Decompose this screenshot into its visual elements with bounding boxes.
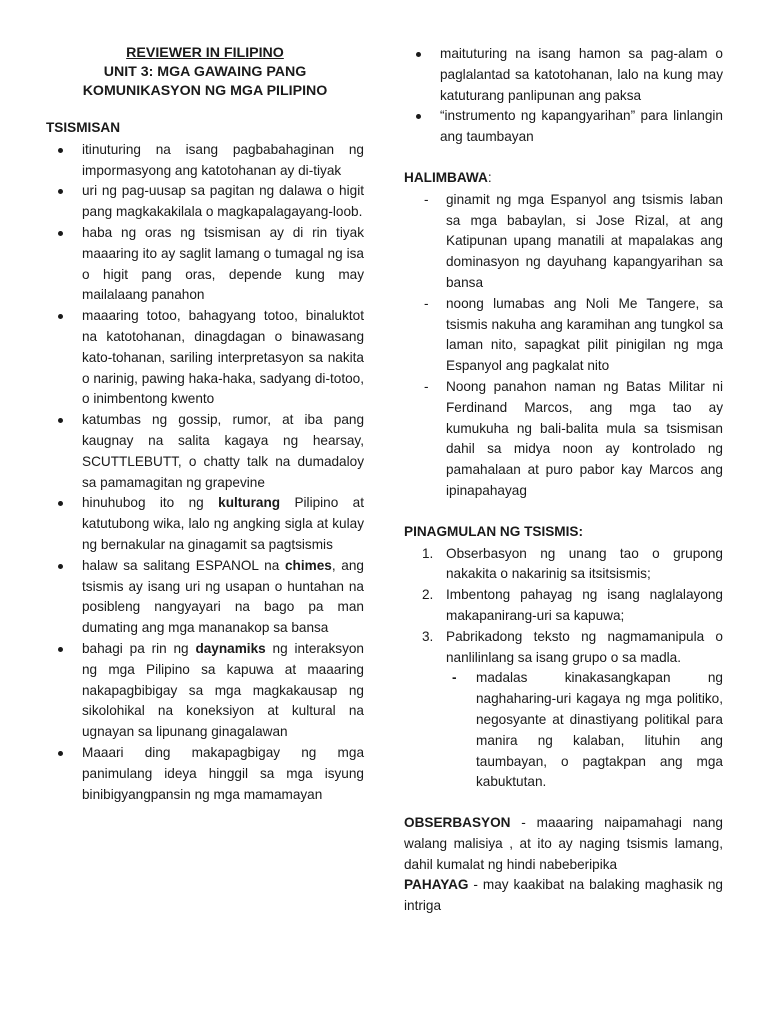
list-item	[404, 585, 723, 627]
bold-term: chimes	[284, 557, 332, 573]
bullet-text: Pilipino at katutubong wika, lalo ng angking sigla at kulay ng bernakular na ginagamit sa pagtsismis	[82, 495, 365, 552]
list-item	[404, 294, 723, 377]
item-number: 2.	[422, 587, 434, 603]
item-text: Pabrikadong teksto ng nagmamanipula o nanlilinlang sa isang grupo o sa madla.	[446, 628, 723, 665]
right-column	[404, 44, 723, 917]
unit-title-line2: KOMUNIKASYON NG MGA PILIPINO	[82, 83, 328, 99]
section-heading-halimbawa	[404, 168, 723, 189]
bullet-text: katumbas ng gossip, rumor, at iba pang kaugnay na salita kagaya ng hearsay, SCUTTLEBUTT, o chatty talk na dumadaloy sa pamamagitan ng grapevine	[82, 412, 364, 490]
list-item	[46, 743, 364, 805]
bullet-text: halaw sa salitang ESPANOL na	[82, 557, 285, 573]
item-text: ginamit ng mga Espanyol ang tsismis laban sa mga babaylan, si Jose Rizal, at ang Katipunan upang manatili at mapalakas ang dominasyon ng dayuhang kapangyarihan sa bansa	[446, 191, 723, 290]
unit-title-line1: UNIT 3: MGA GAWAING PANG	[103, 64, 307, 80]
item-text: noong lumabas ang Noli Me Tangere, sa tsismis nakuha ang karamihan ang tungkol sa laman nito, sapagkat pilit pinigilan ng mga Espanyol ang pagkalat nito	[446, 295, 723, 374]
definition-paragraph	[404, 813, 723, 875]
halimbawa-colon: :	[487, 169, 492, 185]
definition-text: - may kaakibat na balaking maghasik ng intriga	[404, 877, 723, 914]
halimbawa-heading-text: HALIMBAWA	[404, 169, 488, 185]
item-number: 1.	[422, 545, 434, 561]
bullet-text: Maaari ding makapagbigay ng mga panimulang ideya hinggil sa mga isyung binibigyangpansin ng mga mamamayan	[82, 744, 364, 802]
list-item	[46, 140, 364, 182]
tsismisan-bullet-list	[46, 140, 364, 806]
definition-term: PAHAYAG	[404, 877, 469, 893]
item-text: Imbentong pahayag ng isang naglalayong makapanirang-uri sa kapuwa;	[446, 587, 723, 623]
list-item	[46, 410, 364, 493]
bullet-text: maaaring totoo, bahagyang totoo, binaluktot na katotohanan, dinagdagan o binawasang kato-tohanan, sariling interpretasyon sa nakita o narinig, pawing haka-haka, sadyang di-totoo, o inimbentong kwento	[82, 308, 364, 407]
bullet-text: hinuhubog ito ng	[82, 495, 219, 511]
bold-term: kulturang	[218, 495, 281, 511]
list-item	[404, 627, 723, 669]
bullet-text: bahagi pa rin ng	[82, 640, 196, 656]
list-item	[46, 223, 364, 306]
dash-marker: -	[424, 191, 429, 207]
item-text: Obserbasyon ng unang tao o grupong nakakita o nakarinig sa itsitsismis;	[446, 545, 723, 582]
bold-term: daynamiks	[195, 640, 266, 656]
dash-marker: -	[452, 670, 457, 686]
bullet-text: itinuturing na isang pagbabahaginan ng impormasyong ang katotohanan ay di-tiyak	[82, 141, 364, 178]
definition-text: - maaaring naipamahagi nang walang malisiya , at ito ay naging tsismis lamang, dahil kumalat ng hindi nabeberipika	[404, 815, 723, 872]
list-item	[46, 306, 364, 410]
bullet-text: , ang tsismis ay isang uri ng usapan o huntahan na posibleng nangyayari na bago pa man dumating ang mga mananakop sa bansa	[82, 557, 364, 636]
bullet-text: maituturing na isang hamon sa pag-alam o paglalantad sa katotohanan, lalo na kung may katuturang panlipunan ang paksa	[440, 46, 723, 103]
list-item	[404, 190, 723, 294]
list-item	[404, 44, 723, 106]
continued-bullet-list	[404, 44, 723, 148]
pinagmulan-sub-list	[404, 668, 723, 793]
item-text: Noong panahon naman ng Batas Militar ni Ferdinand Marcos, ang mga tao ay kumukuha ng bali-balita mula sa tsismisan dahil sa midya noon ay kontrolado ng pamahalaan at puro pabor kay Marcos ang ipinapahayag	[446, 378, 723, 498]
list-item	[46, 181, 364, 223]
list-item	[404, 106, 723, 148]
section-heading-tsismisan: TSISMISAN	[46, 120, 121, 135]
section-heading-pinagmulan: PINAGMULAN NG TSISMIS:	[404, 523, 583, 539]
list-item	[404, 377, 723, 502]
document-header	[46, 44, 364, 101]
list-item	[46, 493, 364, 555]
bullet-text: ng interaksyon ng mga Pilipino sa kapuwa at maaaring nakapagbibigay sa mga magkakausap ng sikolohikal na koneksiyon at kultural na ugnayan sa lipunang ginagalawan	[82, 640, 364, 740]
dash-marker: -	[424, 295, 429, 311]
definitions-block	[404, 813, 723, 917]
document-title: REVIEWER IN FILIPINO	[126, 45, 284, 61]
bullet-text: haba ng oras ng tsismisan ay di rin tiyak maaaring ito ay saglit lamang o tumagal ng isa o higit pang oras, depende kung may mailalaang panahon	[82, 224, 364, 303]
bullet-text: “instrumento ng kapangyarihan” para linlangin ang taumbayan	[440, 108, 723, 145]
list-item	[404, 544, 723, 586]
list-item	[46, 556, 364, 639]
bullet-text: uri ng pag-uusap sa pagitan ng dalawa o higit pang magkakakilala o magkapalagayang-loob.	[82, 183, 364, 220]
sub-item-text: madalas kinakasangkapan ng naghaharing-uri kagaya ng mga politiko, negosyante at dinastiyang politikal para manira ng kalaban, lituhin ang taumbayan, o pagtakpan ang mga kabuktutan.	[476, 670, 723, 790]
definition-term: OBSERBASYON	[404, 815, 511, 831]
left-column	[46, 44, 364, 805]
dash-marker: -	[424, 378, 429, 394]
pinagmulan-numbered-list	[404, 544, 723, 669]
list-item	[404, 668, 723, 793]
list-item	[46, 639, 364, 743]
definition-paragraph	[404, 875, 723, 917]
item-number: 3.	[422, 628, 434, 644]
halimbawa-list	[404, 190, 723, 502]
